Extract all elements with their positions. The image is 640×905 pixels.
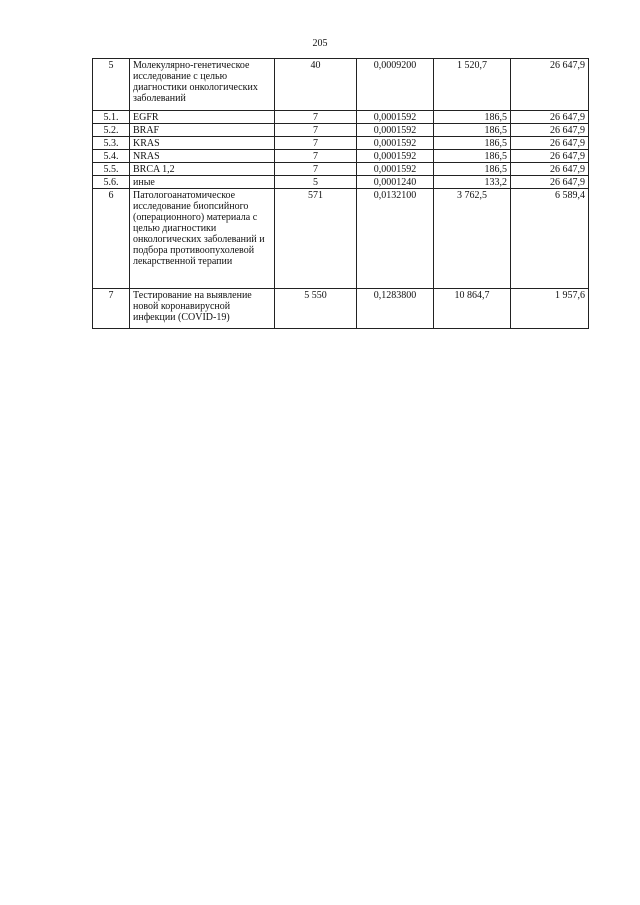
page-number: 205 — [312, 38, 328, 49]
row-norm: 0,0001592 — [357, 137, 434, 150]
row-count: 5 550 — [275, 289, 357, 329]
table-row — [93, 176, 589, 189]
row-norm: 0,0001240 — [357, 176, 434, 189]
table-row — [93, 163, 589, 176]
table-row — [93, 124, 589, 137]
row-number: 5.6. — [93, 176, 130, 189]
row-financing: 1 957,6 — [511, 289, 589, 329]
row-norm: 0,0001592 — [357, 124, 434, 137]
row-number: 5.3. — [93, 137, 130, 150]
row-cost: 186,5 — [434, 124, 511, 137]
row-number: 5 — [93, 59, 130, 111]
row-number: 5.5. — [93, 163, 130, 176]
table-row — [93, 289, 589, 329]
row-financing: 26 647,9 — [511, 150, 589, 163]
row-name: Тестирование на выявление новой коронавирусной инфекции (COVID-19) — [130, 289, 275, 329]
row-number: 6 — [93, 189, 130, 289]
row-name: EGFR — [130, 111, 275, 124]
row-name: NRAS — [130, 150, 275, 163]
row-count: 7 — [275, 124, 357, 137]
row-count: 7 — [275, 150, 357, 163]
row-norm: 0,0001592 — [357, 163, 434, 176]
row-financing: 6 589,4 — [511, 189, 589, 289]
row-cost: 186,5 — [434, 111, 511, 124]
row-count: 571 — [275, 189, 357, 289]
row-name: BRCA 1,2 — [130, 163, 275, 176]
row-count: 7 — [275, 137, 357, 150]
row-cost: 186,5 — [434, 163, 511, 176]
row-cost: 1 520,7 — [434, 59, 511, 111]
row-financing: 26 647,9 — [511, 111, 589, 124]
row-cost: 133,2 — [434, 176, 511, 189]
row-financing: 26 647,9 — [511, 176, 589, 189]
table-row — [93, 137, 589, 150]
row-financing: 26 647,9 — [511, 137, 589, 150]
table-row — [93, 150, 589, 163]
data-table — [92, 58, 589, 329]
row-name: KRAS — [130, 137, 275, 150]
row-cost: 3 762,5 — [434, 189, 511, 289]
row-name: Патологоанатомическое исследование биопсийного (операционного) материала с целью диагностики онкологических заболеваний и подбора противоопухолевой лекарственной терапии — [130, 189, 275, 289]
row-norm: 0,0001592 — [357, 111, 434, 124]
row-norm: 0,0009200 — [357, 59, 434, 111]
row-number: 5.2. — [93, 124, 130, 137]
row-number: 7 — [93, 289, 130, 329]
row-number: 5.1. — [93, 111, 130, 124]
row-norm: 0,0001592 — [357, 150, 434, 163]
table-row — [93, 59, 589, 111]
row-count: 7 — [275, 111, 357, 124]
row-norm: 0,0132100 — [357, 189, 434, 289]
row-count: 5 — [275, 176, 357, 189]
row-name: иные — [130, 176, 275, 189]
table-row — [93, 189, 589, 289]
row-norm: 0,1283800 — [357, 289, 434, 329]
row-name: Молекулярно-генетическое исследование с целью диагностики онкологических заболеваний — [130, 59, 275, 111]
row-number: 5.4. — [93, 150, 130, 163]
row-cost: 186,5 — [434, 137, 511, 150]
row-cost: 186,5 — [434, 150, 511, 163]
row-cost: 10 864,7 — [434, 289, 511, 329]
table-row — [93, 111, 589, 124]
row-name: BRAF — [130, 124, 275, 137]
row-financing: 26 647,9 — [511, 59, 589, 111]
row-count: 7 — [275, 163, 357, 176]
row-financing: 26 647,9 — [511, 163, 589, 176]
row-financing: 26 647,9 — [511, 124, 589, 137]
row-count: 40 — [275, 59, 357, 111]
